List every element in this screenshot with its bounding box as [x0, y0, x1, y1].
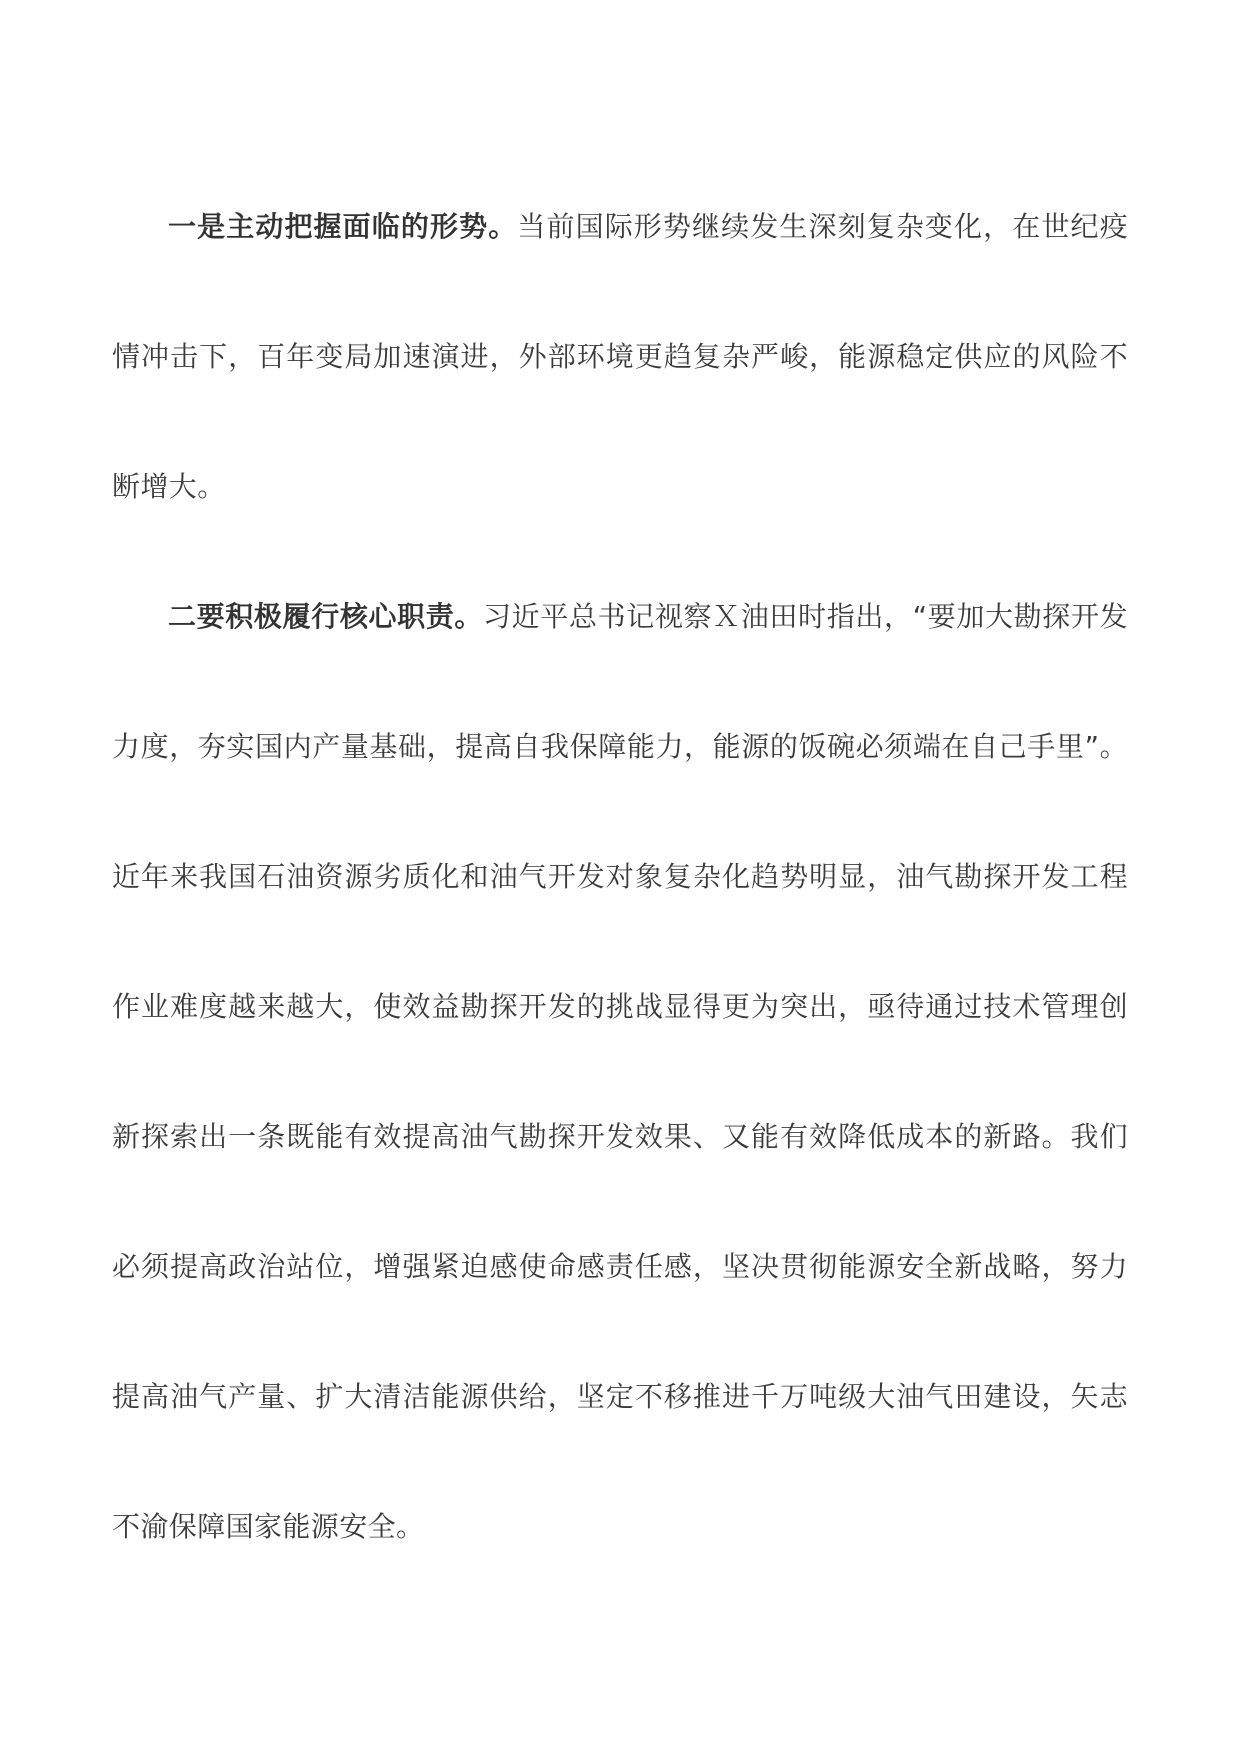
paragraph-duties: [112, 552, 1128, 1592]
paragraph-situation: [112, 162, 1128, 552]
document-body: [112, 162, 1128, 1592]
paragraph-lead-heading: 二要积极履行核心职责。: [168, 600, 484, 633]
paragraph-body-text: 当前国际形势继续发生深刻复杂变化，在世纪疫情冲击下，百年变局加速演进，外部环境更趋复杂严峻，能源稳定供应的风险不断增大。: [112, 210, 1129, 503]
paragraph-body-text: 习近平总书记视察Ｘ油田时指出，“要加大勘探开发力度，夯实国内产量基础，提高自我保障能力，能源的饭碗必须端在自己手里”。近年来我国石油资源劣质化和油气开发对象复杂化趋势明显，油气勘探开发工程作业难度越来越大，使效益勘探开发的挑战显得更为突出，亟待通过技术管理创新探索出一条既能有效提高油气勘探开发效果、又能有效降低成本的新路。我们必须提高政治站位，增强紧迫感使命感责任感，坚决贯彻能源安全新战略，努力提高油气产量、扩大清洁能源供给，坚定不移推进千万吨级大油气田建设，矢志不渝保障国家能源安全。: [112, 600, 1128, 1543]
paragraph-lead-heading: 一是主动把握面临的形势。: [168, 210, 518, 243]
